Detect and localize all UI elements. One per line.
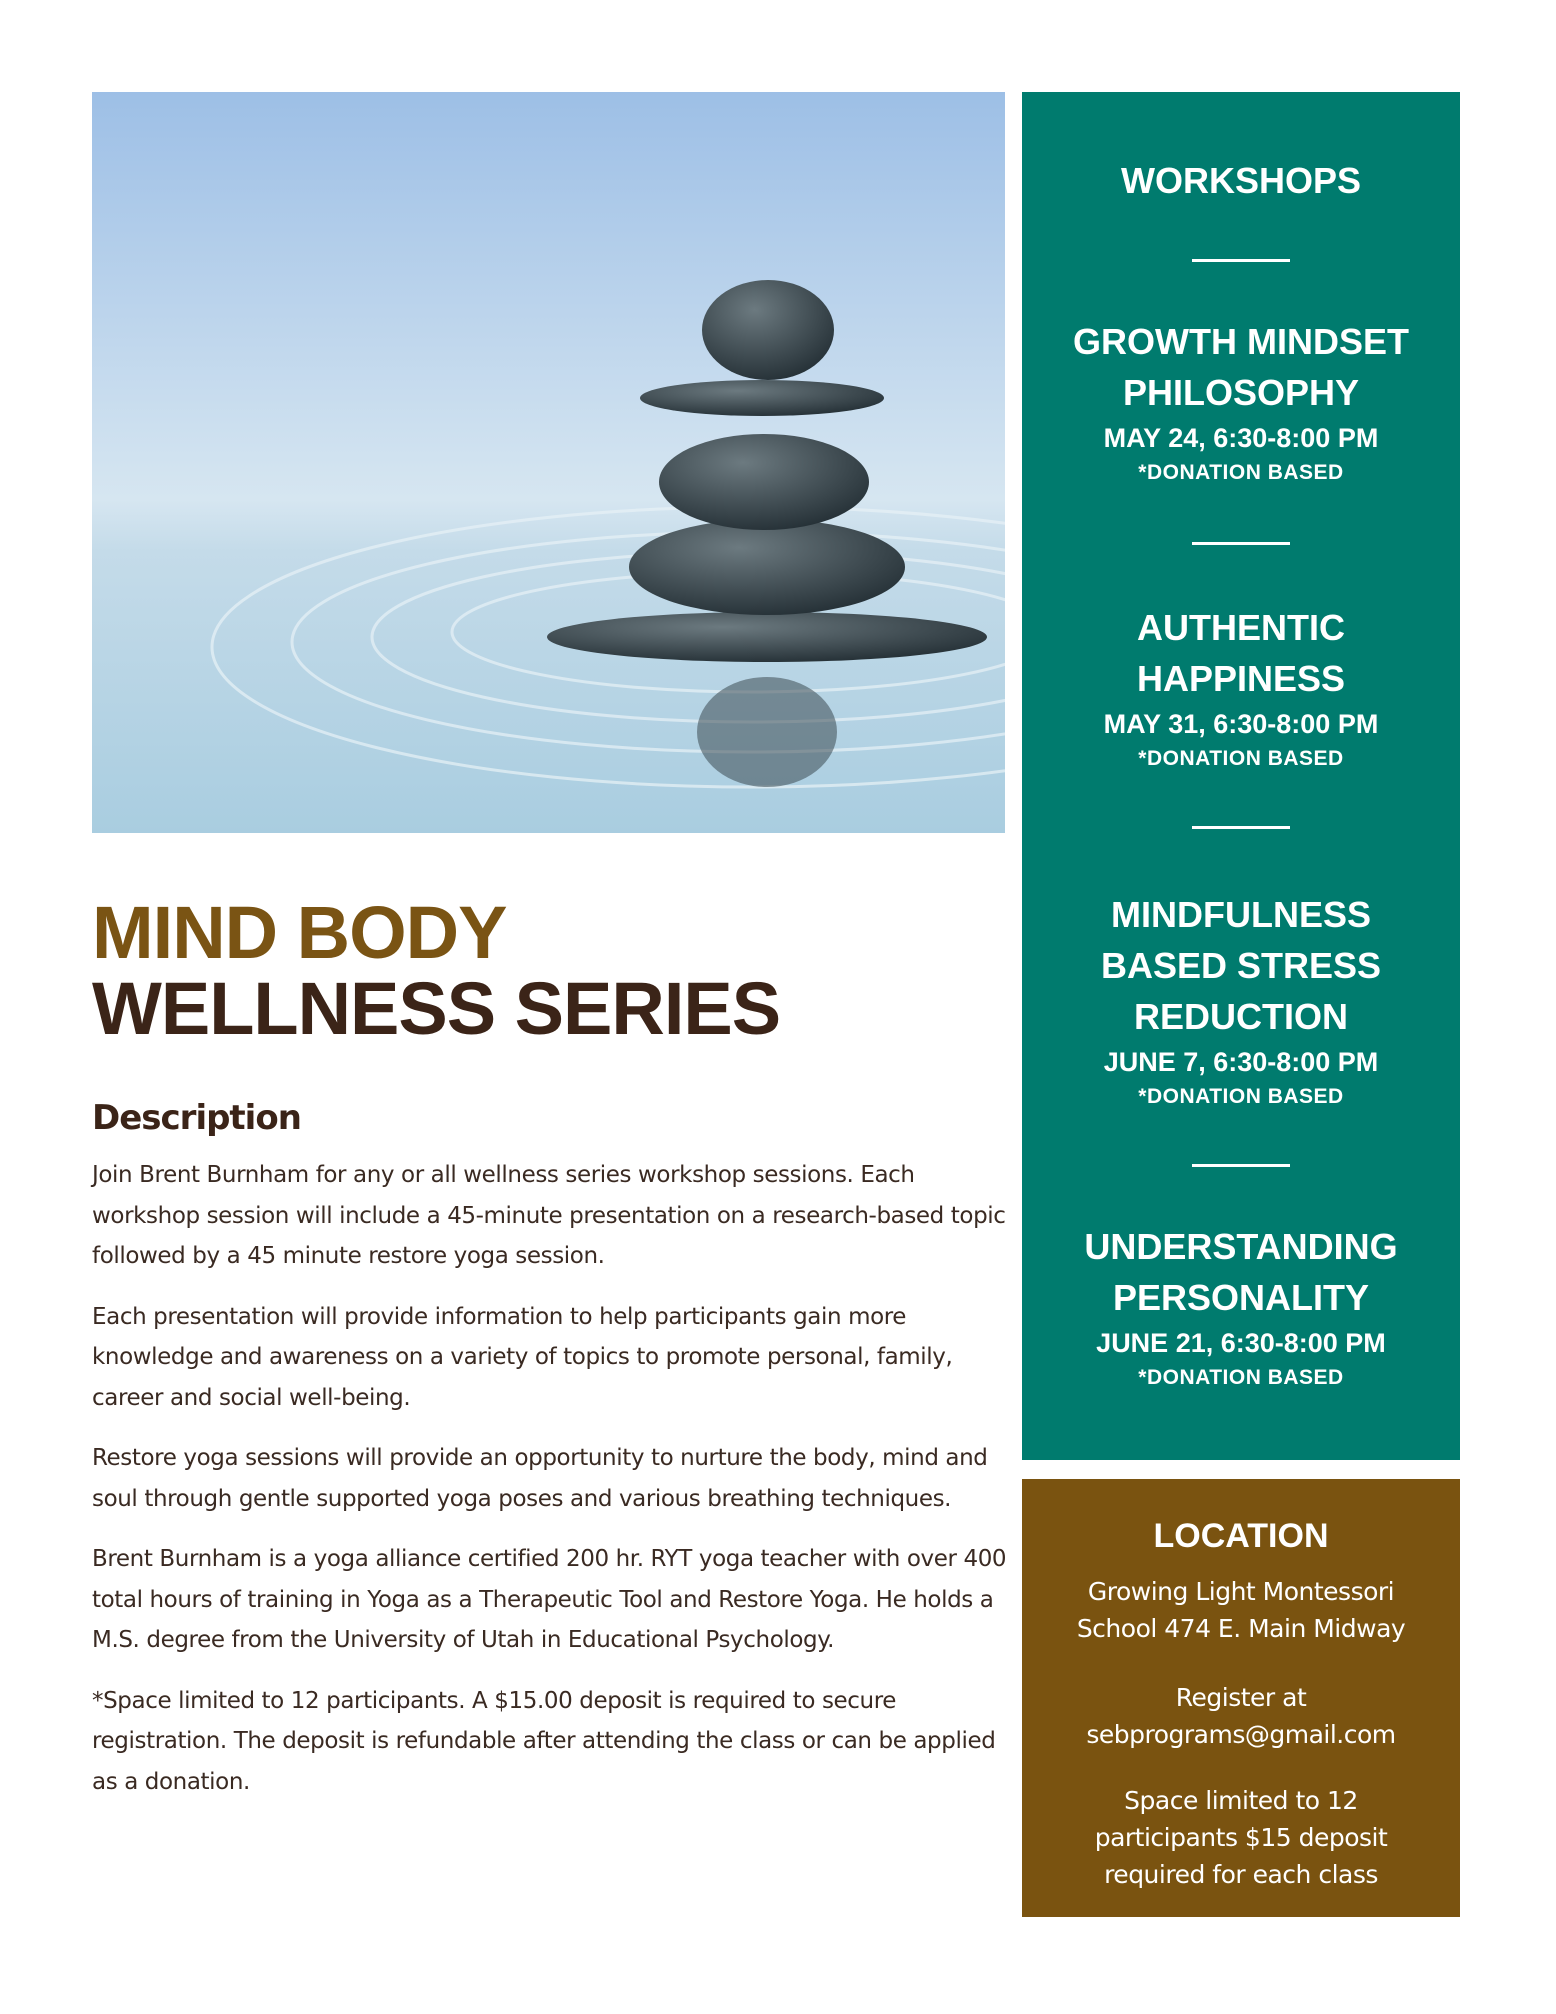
space-line: Space limited to 12 <box>1124 1786 1358 1815</box>
workshop-item <box>1022 1221 1460 1393</box>
workshop-title: HAPPINESS <box>1136 658 1346 699</box>
description-body <box>92 1155 1012 1822</box>
workshop-title: PERSONALITY <box>1112 1277 1370 1318</box>
workshop-note: *DONATION BASED <box>1138 1366 1344 1389</box>
workshop-title: UNDERSTANDING <box>1084 1226 1398 1267</box>
workshop-note: *DONATION BASED <box>1138 1085 1344 1108</box>
workshops-heading: WORKSHOPS <box>1120 160 1361 201</box>
location-heading: LOCATION <box>1153 1517 1329 1555</box>
divider <box>1192 826 1290 829</box>
workshop-title: GROWTH MINDSET <box>1073 321 1409 362</box>
registration-info <box>1022 1679 1460 1753</box>
stacked-stones-image <box>92 92 1005 833</box>
workshop-note: *DONATION BASED <box>1138 747 1344 770</box>
workshop-note: *DONATION BASED <box>1138 461 1344 484</box>
divider <box>1192 542 1290 545</box>
workshop-item <box>1022 889 1460 1112</box>
space-line: participants $15 deposit <box>1094 1823 1388 1852</box>
register-label: Register at <box>1175 1683 1307 1712</box>
location-panel <box>1022 1479 1460 1917</box>
workshop-date: MAY 24, 6:30-8:00 PM <box>1103 423 1379 453</box>
title-line-1: MIND BODY <box>92 891 507 974</box>
space-line: required for each class <box>1104 1860 1378 1889</box>
space-info <box>1022 1782 1460 1893</box>
description-paragraph: Restore yoga sessions will provide an opportunity to nurture the body, mind and soul through gentle supported yoga poses and various breathing techniques. <box>92 1445 988 1512</box>
title-line-2: WELLNESS SERIES <box>92 967 781 1050</box>
workshop-date: JUNE 21, 6:30-8:00 PM <box>1096 1328 1386 1358</box>
workshop-title: MINDFULNESS <box>1111 894 1371 935</box>
description-heading: Description <box>92 1098 301 1138</box>
description-paragraph: Brent Burnham is a yoga alliance certified 200 hr. RYT yoga teacher with over 400 total hours of training in Yoga as a Therapeutic Tool and Restore Yoga. He holds a M.S. degree from the University of Utah in Educational Psychology. <box>92 1546 1007 1653</box>
workshop-item <box>1022 602 1460 774</box>
page-title <box>92 891 781 1050</box>
workshop-date: JUNE 7, 6:30-8:00 PM <box>1103 1047 1379 1077</box>
location-address <box>1022 1573 1460 1647</box>
address-line: School 474 E. Main Midway <box>1076 1614 1406 1643</box>
register-email-link[interactable]: sebprograms@gmail.com <box>1086 1720 1396 1749</box>
workshop-title: PHILOSOPHY <box>1122 372 1360 413</box>
workshop-title: REDUCTION <box>1134 996 1348 1037</box>
divider <box>1192 1164 1290 1167</box>
address-line: Growing Light Montessori <box>1087 1577 1395 1606</box>
workshop-title: BASED STRESS <box>1100 945 1382 986</box>
description-paragraph: Each presentation will provide information to help participants gain more knowledge and awareness on a variety of topics to promote personal, family, career and social well-being. <box>92 1303 953 1411</box>
workshops-panel <box>1022 92 1460 1460</box>
workshop-title: AUTHENTIC <box>1137 607 1345 648</box>
workshop-date: MAY 31, 6:30-8:00 PM <box>1103 709 1379 739</box>
description-paragraph: *Space limited to 12 participants. A $15.00 deposit is required to secure registration. The deposit is refundable after attending the class or can be applied as a donation. <box>92 1687 996 1795</box>
description-paragraph: Join Brent Burnham for any or all wellness series workshop sessions. Each workshop session will include a 45-minute presentation on a research-based topic followed by a 45 minute restore yoga session. <box>92 1162 1006 1269</box>
divider <box>1192 259 1290 262</box>
workshop-item <box>1022 316 1460 488</box>
